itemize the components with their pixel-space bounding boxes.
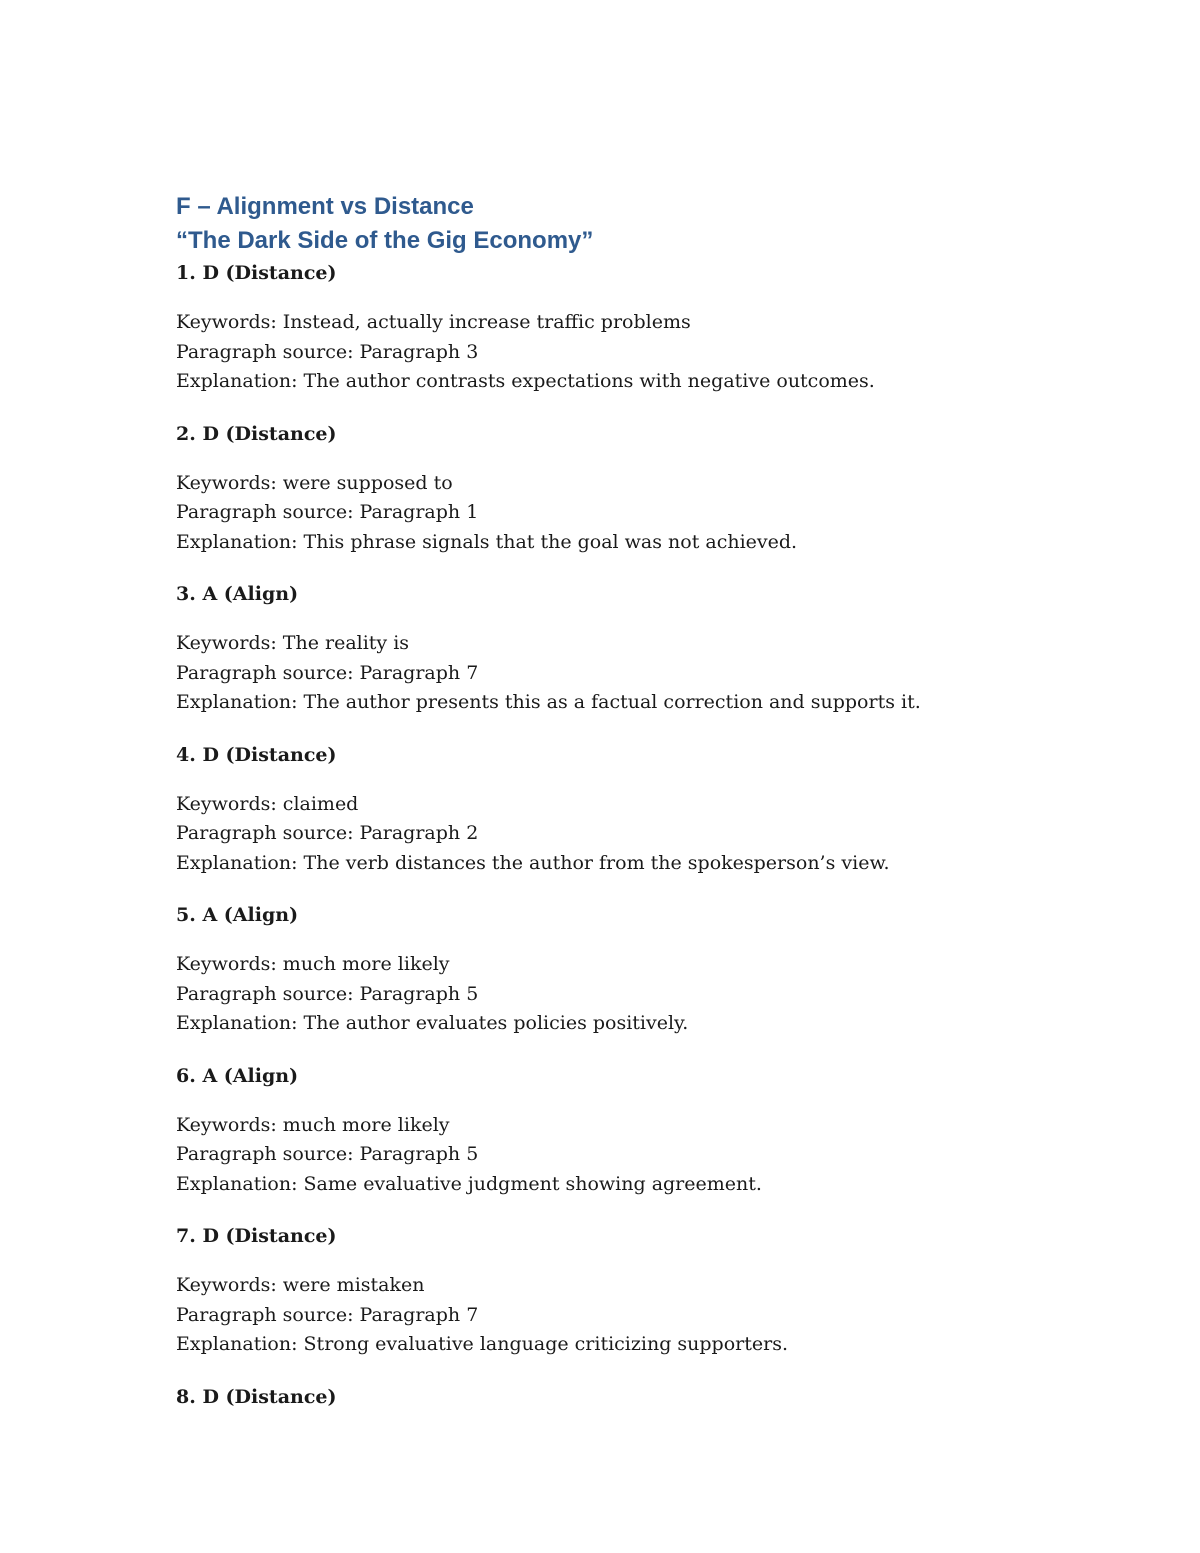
- section-title: F – Alignment vs Distance: [176, 193, 474, 220]
- answer-keywords: Keywords: The reality is: [176, 632, 410, 654]
- answer-explanation: Explanation: Same evaluative judgment showing agreement.: [176, 1172, 762, 1195]
- answer-source: Paragraph source: Paragraph 7: [176, 661, 479, 684]
- answer-keywords: Keywords: were mistaken: [176, 1274, 425, 1296]
- answer-keywords: Keywords: were supposed to: [176, 471, 453, 494]
- answer-body: [176, 1271, 1076, 1360]
- answer-source: Paragraph source: Paragraph 3: [176, 340, 479, 363]
- answer-item: [176, 1061, 1076, 1200]
- answer-title: 7. D (Distance): [176, 1225, 337, 1247]
- answer-keywords: Keywords: Instead, actually increase traffic problems: [176, 311, 691, 333]
- answer-source: Paragraph source: Paragraph 7: [176, 1303, 479, 1326]
- answer-explanation: Explanation: The author evaluates policies positively.: [176, 1012, 689, 1034]
- answer-body: [176, 308, 1076, 397]
- answer-source: Paragraph source: Paragraph 5: [176, 1143, 479, 1165]
- answer-item: [176, 900, 1076, 1039]
- answer-keywords: Keywords: claimed: [176, 792, 359, 815]
- answer-keywords: Keywords: much more likely: [176, 953, 450, 975]
- answer-explanation: Explanation: This phrase signals that the goal was not achieved.: [176, 530, 798, 553]
- section-subtitle: “The Dark Side of the Gig Economy”: [176, 227, 594, 254]
- answer-source: Paragraph source: Paragraph 5: [176, 982, 479, 1005]
- answer-title: 3. A (Align): [176, 583, 299, 605]
- answer-item: [176, 258, 1076, 397]
- answer-title: 5. A (Align): [176, 904, 299, 926]
- answer-item: [176, 1382, 1076, 1412]
- answer-item: [176, 740, 1076, 879]
- answer-title: 1. D (Distance): [176, 262, 337, 284]
- answer-explanation: Explanation: The verb distances the author from the spokesperson’s view.: [176, 851, 890, 874]
- answer-keywords: Keywords: much more likely: [176, 1113, 450, 1136]
- answer-body: [176, 950, 1076, 1039]
- answer-body: [176, 469, 1076, 558]
- answer-explanation: Explanation: The author contrasts expectations with negative outcomes.: [176, 370, 875, 392]
- answer-body: [176, 1111, 1076, 1200]
- answer-item: [176, 579, 1076, 718]
- answer-title: 4. D (Distance): [176, 743, 337, 766]
- answer-title: 6. A (Align): [176, 1064, 299, 1087]
- answer-item: [176, 419, 1076, 558]
- answer-item: [176, 1221, 1076, 1360]
- answer-explanation: Explanation: Strong evaluative language criticizing supporters.: [176, 1333, 788, 1355]
- document-page: [176, 190, 1076, 1432]
- answer-title: 8. D (Distance): [176, 1385, 337, 1408]
- answer-source: Paragraph source: Paragraph 1: [176, 501, 479, 523]
- answer-title: 2. D (Distance): [176, 422, 337, 445]
- answer-body: [176, 790, 1076, 879]
- answer-source: Paragraph source: Paragraph 2: [176, 822, 479, 844]
- answer-explanation: Explanation: The author presents this as a factual correction and supports it.: [176, 691, 921, 713]
- answer-body: [176, 629, 1076, 718]
